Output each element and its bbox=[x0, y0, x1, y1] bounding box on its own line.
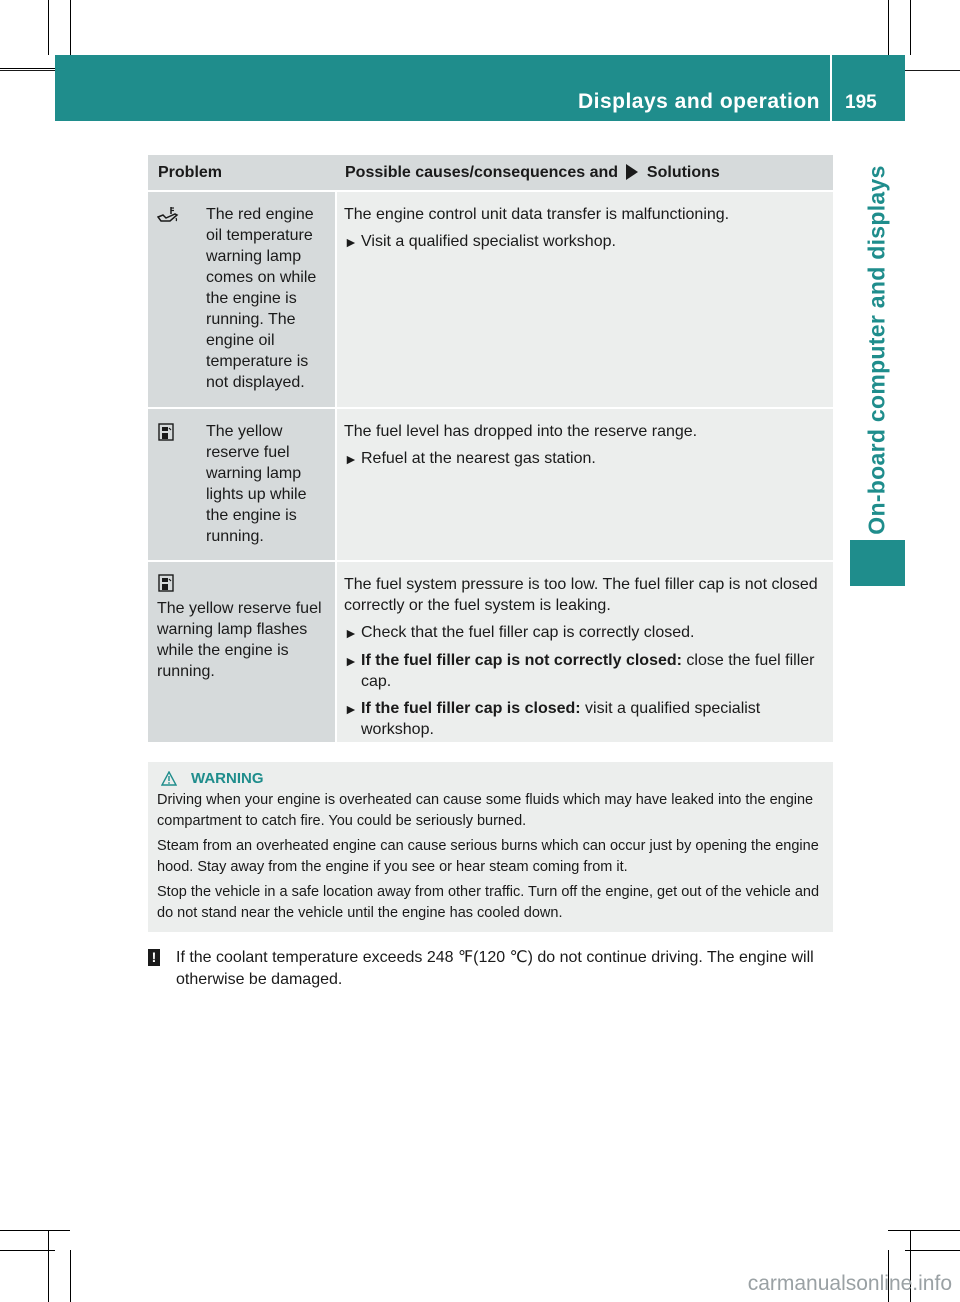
crop-mark bbox=[0, 1250, 55, 1251]
crop-mark bbox=[888, 0, 889, 55]
column-header-causes: Possible causes/consequences and Solutions bbox=[345, 163, 720, 181]
solution-step: ► Check that the fuel filler cap is correctly closed. bbox=[344, 622, 827, 644]
table-header bbox=[148, 155, 833, 190]
cause-text: The engine control unit data transfer is malfunctioning. bbox=[344, 206, 730, 223]
play-arrow-icon bbox=[626, 164, 638, 180]
page-number: 195 bbox=[845, 92, 877, 113]
problem-text: The yellow reserve fuel warning lamp lights up while the engine is running. bbox=[206, 423, 307, 545]
cause-text: The fuel system pressure is too low. The fuel filler cap is not closed correctly or the fuel system is leaking. bbox=[344, 576, 818, 614]
solution-cell bbox=[337, 192, 833, 407]
action-arrow-icon: ► bbox=[344, 701, 358, 717]
action-arrow-icon: ► bbox=[344, 625, 358, 641]
caution-note bbox=[148, 947, 838, 991]
table-row bbox=[148, 562, 833, 742]
section-title: Displays and operation bbox=[577, 90, 820, 113]
engine-oil-temperature-icon bbox=[157, 204, 181, 407]
crop-mark bbox=[70, 0, 71, 55]
chapter-tab bbox=[850, 540, 905, 586]
problem-cell bbox=[148, 409, 335, 560]
crop-mark bbox=[70, 1250, 71, 1302]
solution-step: ► If the fuel filler cap is not correctly closed: close the fuel filler cap. bbox=[344, 652, 815, 690]
troubleshooting-table bbox=[148, 155, 833, 742]
crop-mark bbox=[0, 1230, 70, 1231]
header-divider bbox=[830, 55, 832, 121]
action-arrow-icon: ► bbox=[344, 234, 358, 250]
problem-cell bbox=[148, 192, 335, 407]
crop-mark bbox=[48, 0, 49, 55]
cause-text: The fuel level has dropped into the reserve range. bbox=[344, 423, 698, 440]
crop-mark bbox=[910, 0, 911, 55]
problem-text: The red engine oil temperature warning lamp comes on while the engine is running. The engine oil temperature is not displayed. bbox=[206, 206, 317, 391]
crop-mark bbox=[888, 1230, 960, 1231]
crop-mark bbox=[905, 1250, 960, 1251]
warning-paragraph: Stop the vehicle in a safe location away from other traffic. Turn off the engine, get out of the vehicle and do not stand near the vehicle until the engine has cooled down. bbox=[157, 884, 820, 921]
warning-triangle-icon bbox=[161, 771, 177, 786]
solution-cell bbox=[337, 562, 833, 742]
action-arrow-icon: ► bbox=[344, 653, 358, 669]
fuel-pump-icon bbox=[157, 421, 181, 560]
solution-step: ► Visit a qualified specialist workshop. bbox=[344, 231, 827, 253]
table-row bbox=[148, 192, 833, 407]
caution-exclamation-icon: ! bbox=[148, 947, 166, 991]
crop-mark bbox=[48, 1230, 49, 1302]
action-arrow-icon: ► bbox=[344, 451, 358, 467]
fuel-pump-icon bbox=[157, 574, 329, 598]
problem-text: The yellow reserve fuel warning lamp flashes while the engine is running. bbox=[157, 600, 322, 680]
warning-box bbox=[148, 762, 833, 932]
solution-step: ► Refuel at the nearest gas station. bbox=[344, 448, 827, 470]
problem-cell bbox=[148, 562, 335, 742]
solution-step: ► If the fuel filler cap is closed: visit a qualified specialist workshop. bbox=[344, 700, 761, 738]
warning-paragraph: Steam from an overheated engine can cause serious burns which can occur just by opening the engine hood. Stay away from the engine if you see or hear steam coming from it. bbox=[157, 838, 819, 875]
table-row bbox=[148, 409, 833, 560]
warning-heading: WARNING bbox=[157, 768, 827, 789]
chapter-label: On-board computer and displays bbox=[863, 165, 890, 535]
crop-mark bbox=[0, 68, 55, 69]
solution-cell bbox=[337, 409, 833, 560]
watermark: carmanualsonline.info bbox=[747, 1272, 952, 1295]
column-header-problem: Problem bbox=[158, 163, 223, 181]
warning-paragraph: Driving when your engine is overheated can cause some fluids which may have leaked into the engine compartment to catch fire. You could be seriously burned. bbox=[157, 792, 814, 829]
caution-text: If the coolant temperature exceeds 248 ℉(120 ℃) do not continue driving. The engine will otherwise be damaged. bbox=[176, 949, 814, 988]
